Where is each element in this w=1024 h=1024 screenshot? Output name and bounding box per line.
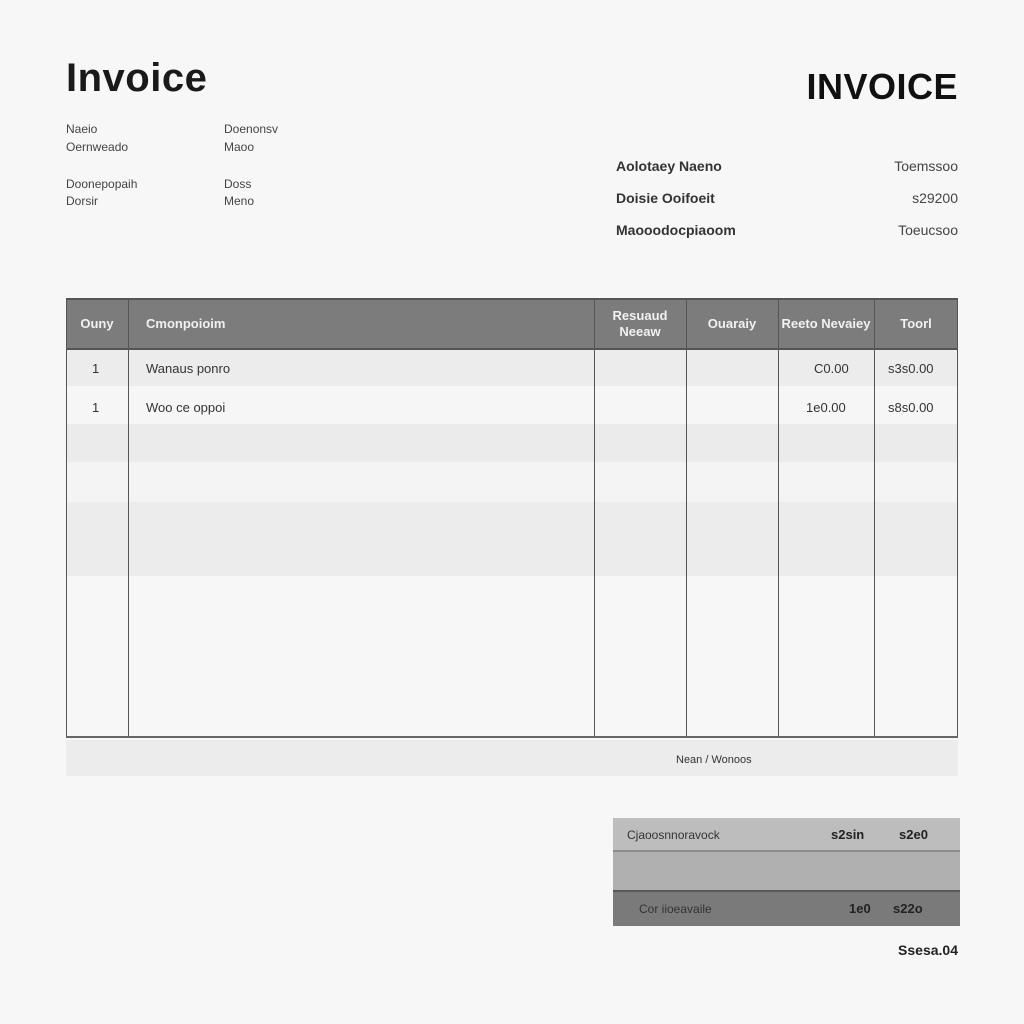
- header-num: Ouny: [80, 316, 114, 331]
- from-line-2: Oernweado: [66, 140, 129, 154]
- row-2-description: Woo ce oppoi: [146, 400, 226, 415]
- meta-label-account: Aolotaey Naeno: [616, 158, 722, 174]
- subtotal-value-2: s2e0: [899, 827, 928, 842]
- invoice-title: Invoice: [66, 56, 208, 100]
- to-value-2: Meno: [224, 194, 255, 208]
- totals-row-subtotal: [613, 818, 960, 852]
- column-divider: [594, 298, 595, 738]
- header-description: Cmonpoioim: [146, 316, 226, 331]
- column-divider: [128, 298, 129, 738]
- meta-value-email: Toeucsoo: [898, 222, 958, 238]
- column-divider: [957, 298, 958, 738]
- column-divider: [778, 298, 779, 738]
- row-band: [66, 576, 958, 736]
- meta-value-account: Toemssoo: [894, 158, 958, 174]
- subtotal-value-1: s2sin: [831, 827, 865, 842]
- row-1-total: s3s0.00: [888, 361, 934, 376]
- column-divider: [66, 298, 67, 738]
- header-reserved: Resuaud Neeaw: [612, 308, 668, 339]
- row-1-rate: C0.00: [814, 361, 849, 376]
- row-band: [66, 424, 958, 462]
- column-divider: [874, 298, 875, 738]
- table-bottom-border: [66, 736, 958, 738]
- column-divider: [686, 298, 687, 738]
- from-value-2: Maoo: [224, 140, 255, 154]
- line-items-table: [66, 298, 958, 738]
- footer-note: Nean / Wonoos: [676, 754, 752, 766]
- row-2-rate: 1e0.00: [806, 400, 846, 415]
- header-rate: Reeto Nevaiey: [781, 316, 871, 331]
- row-band: [66, 502, 958, 576]
- row-2-num: 1: [92, 400, 100, 415]
- invoice-heading: INVOICE: [806, 66, 958, 107]
- to-line-1: Doonepopaih: [66, 177, 138, 191]
- to-line-2: Dorsir: [66, 194, 98, 208]
- meta-value-date: s29200: [912, 190, 958, 206]
- row-2-total: s8s0.00: [888, 400, 934, 415]
- totals-row-balance: [613, 890, 960, 926]
- header-total: Toorl: [900, 316, 932, 331]
- totals-box: [613, 818, 960, 926]
- row-1-description: Wanaus ponro: [146, 361, 231, 376]
- from-line-1: Naeio: [66, 122, 98, 136]
- row-1-num: 1: [92, 361, 100, 376]
- meta-label-date: Doisie Ooifoeit: [616, 190, 715, 206]
- balance-label: Cor iioeavaile: [639, 902, 712, 916]
- balance-value-2: s22o: [893, 901, 923, 916]
- to-value-1: Doss: [224, 177, 252, 191]
- meta-label-email: Maooodocpiaoom: [616, 222, 736, 238]
- balance-value-1: 1e0: [849, 901, 871, 916]
- from-value-1: Doenonsv: [224, 122, 279, 136]
- row-band: [66, 462, 958, 502]
- header-quantity: Ouaraiy: [707, 316, 757, 331]
- grand-total: Ssesa.04: [898, 942, 958, 958]
- subtotal-label: Cjaoosnnoravock: [627, 828, 720, 842]
- table-footer: [66, 740, 958, 776]
- table-header: [66, 298, 958, 350]
- totals-row-spacer: [613, 852, 960, 890]
